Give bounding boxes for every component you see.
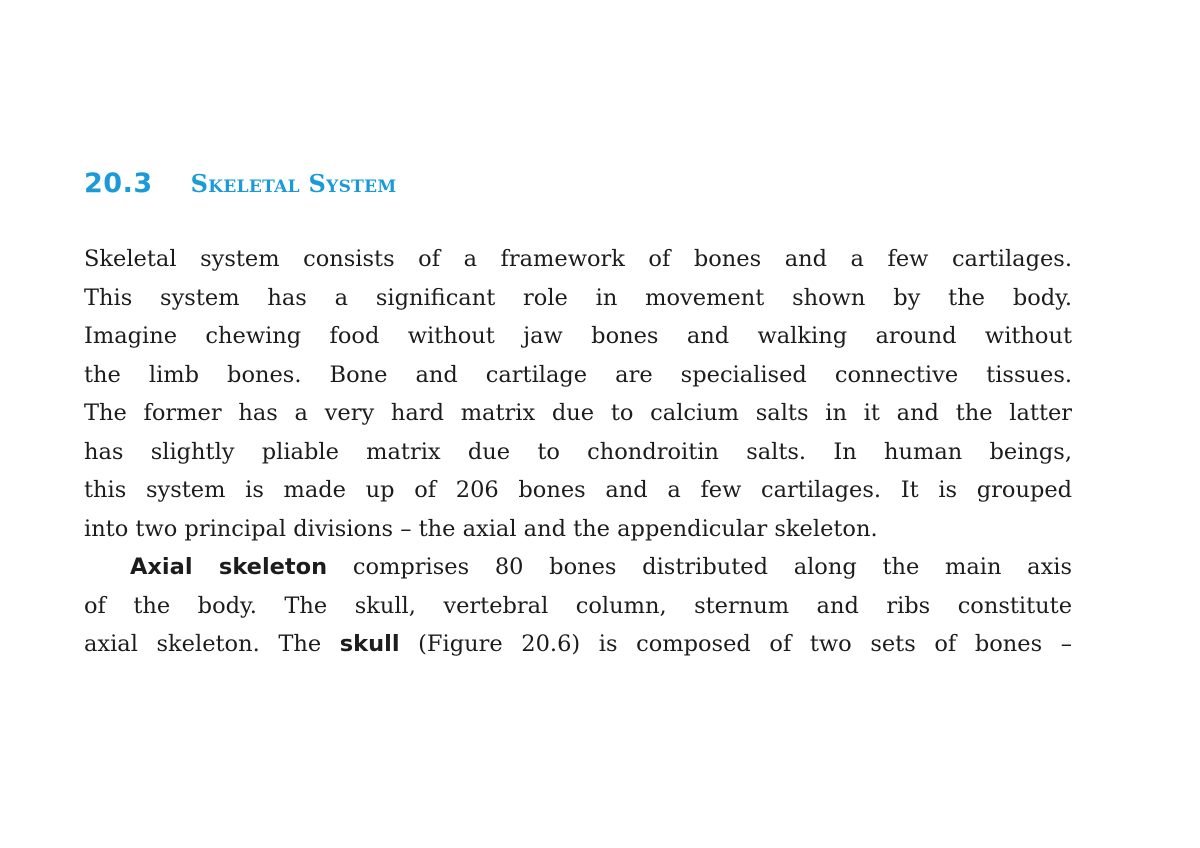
paragraph-1-line: This system has a significant role in movement shown by the body. xyxy=(84,284,1073,311)
paragraph-2-text: comprises 80 bones distributed along the main axis xyxy=(327,554,1073,580)
paragraph-1-line: into two principal divisions – the axial and the appendicular skeleton. xyxy=(84,515,878,542)
paragraph-1-line: Skeletal system consists of a framework of bones and a few cartilages. xyxy=(84,246,1072,272)
body-text xyxy=(84,240,1072,664)
section-number: 20.3 xyxy=(84,168,153,199)
term-skull: skull xyxy=(339,631,400,657)
paragraph-1-line: the limb bones. Bone and cartilage are specialised connective tissues. xyxy=(84,361,1073,388)
paragraph-2-text: (Figure 20.6) is composed of two sets of bones – xyxy=(399,631,1072,657)
paragraph-2-text: axial skeleton. The xyxy=(84,631,340,657)
paragraph-1-line: Imagine chewing food without jaw bones and walking around without xyxy=(84,323,1072,349)
section-heading xyxy=(84,168,397,204)
paragraph-1-line: has slightly pliable matrix due to chondroitin salts. In human beings, xyxy=(84,438,1072,465)
section-title: Skeletal System xyxy=(190,169,397,198)
paragraph-2-line xyxy=(84,625,1072,664)
paragraph-1-line: The former has a very hard matrix due to calcium salts in it and the latter xyxy=(84,400,1073,426)
paragraph-2-line xyxy=(84,548,1072,587)
paragraph-1-line: this system is made up of 206 bones and a few cartilages. It is grouped xyxy=(84,477,1073,503)
term-axial-skeleton: Axial skeleton xyxy=(130,554,328,580)
paragraph-2-line: of the body. The skull, vertebral column, sternum and ribs constitute xyxy=(84,592,1073,619)
